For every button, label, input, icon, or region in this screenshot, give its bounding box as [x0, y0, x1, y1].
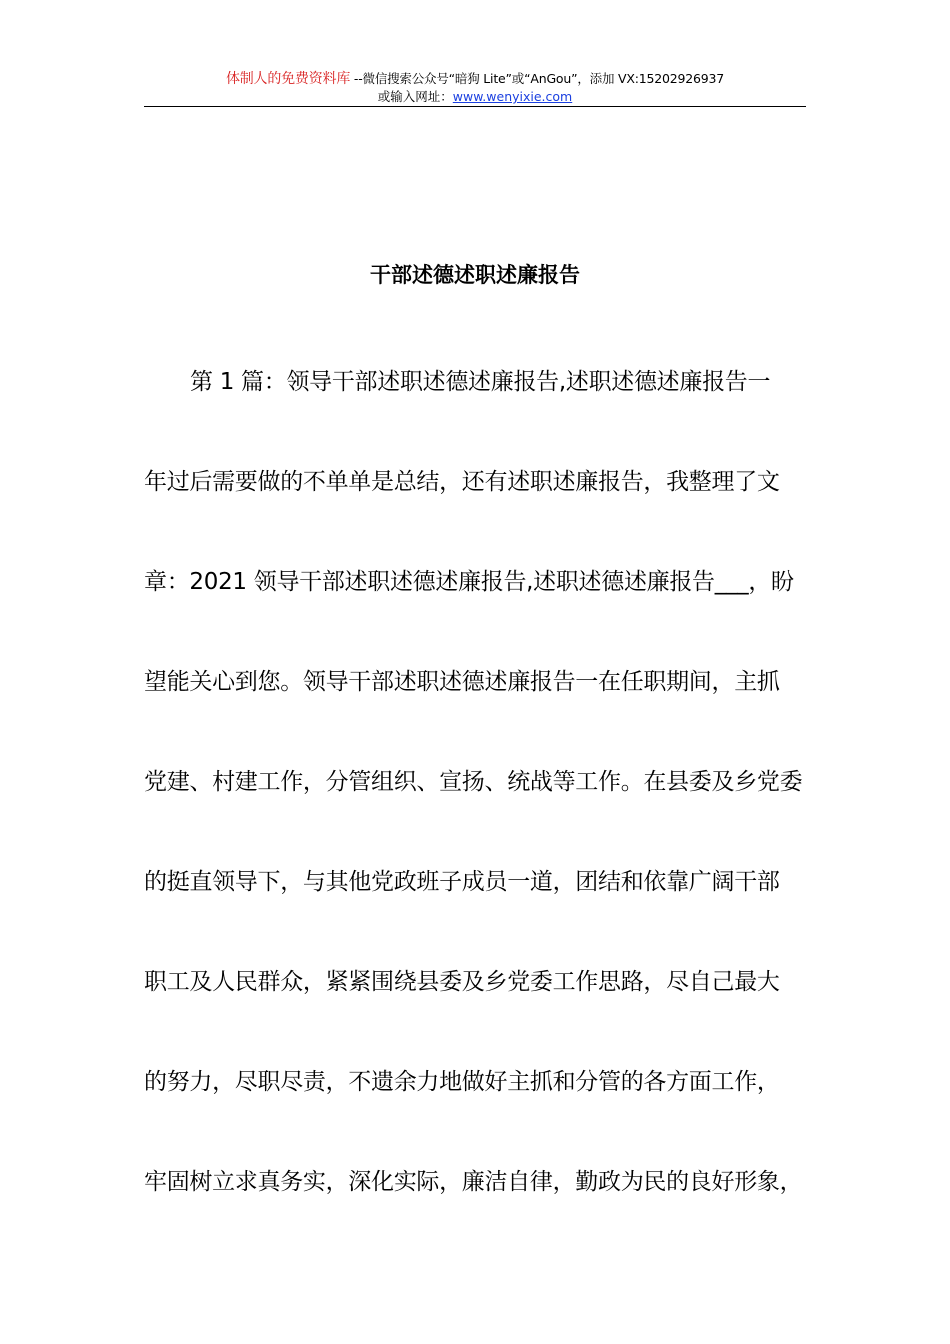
header-info: --微信搜索公众号“暗狗 Lite”或“AnGou”，添加 VX:15202926937: [350, 71, 725, 86]
body-text-line: 牢固树立求真务实，深化实际，廉洁自律，勤政为民的良好形象，: [144, 1169, 803, 1195]
body-text-line: 第 1 篇：领导干部述职述德述廉报告,述职述德述廉报告一: [190, 369, 771, 395]
header-divider: [144, 106, 806, 107]
header-brand: 体制人的免费资料库: [225, 71, 351, 87]
body-text-line: 年过后需要做的不单单是总结，还有述职述廉报告，我整理了文: [144, 469, 780, 495]
document-title: 干部述德述职述廉报告: [370, 263, 580, 287]
header-notice: [144, 70, 806, 88]
body-text-line: 党建、村建工作，分管组织、宣扬、统战等工作。在县委及乡党委: [144, 769, 803, 795]
body-text-line: 章：2021 领导干部述职述德述廉报告,述职述德述廉报告___，盼: [144, 569, 794, 595]
header-url-label: 或输入网址：: [377, 89, 453, 104]
body-text-line: 职工及人民群众，紧紧围绕县委及乡党委工作思路，尽自己最大: [144, 969, 780, 995]
page-header: [144, 70, 806, 105]
body-text-line: 的挺直领导下，与其他党政班子成员一道，团结和依靠广阔干部: [144, 869, 780, 895]
body-text-line: 的努力，尽职尽责，不遗余力地做好主抓和分管的各方面工作，: [144, 1069, 780, 1095]
body-text-line: 望能关心到您。领导干部述职述德述廉报告一在任职期间，主抓: [144, 669, 780, 695]
header-url-link[interactable]: www.wenyixie.com: [452, 89, 573, 104]
header-url-line: [144, 88, 806, 105]
